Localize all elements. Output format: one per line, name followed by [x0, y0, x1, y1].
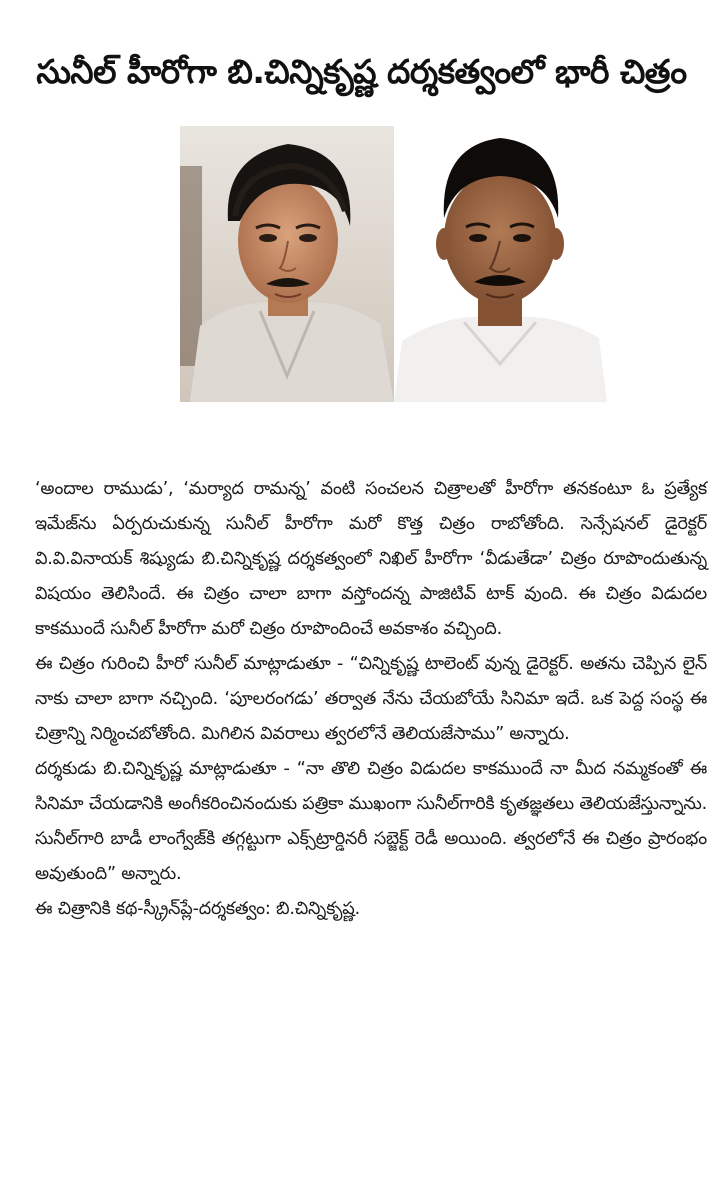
- director-photo: [394, 126, 607, 402]
- actor-photo: [180, 126, 394, 402]
- article-paragraph: ‘అందాల రాముడు’, ‘మర్యాద రామన్న’ వంటి సంచలన చిత్రాలతో హీరోగా తనకంటూ ఓ ప్రత్యేక ఇమేజ్‌ను ఏర్పరుచుకున్న సునీల్ హీరోగా మరో కొత్త చిత్రం రాబోతోంది. సెన్సేషనల్ డైరెక్టర్ వి.వి.వినాయక్ శిష్యుడు బి.చిన్నికృష్ణ దర్శకత్వంలో నిఖిల్ హీరోగా ‘వీడుతేడా’ చిత్రం రూపొందుతున్న విషయం తెలిసిందే. ఈ చిత్రం చాలా బాగా వస్తోందన్న పాజిటివ్ టాక్ వుంది. ఈ చిత్రం విడుదల కాకముందే సునీల్ హీరోగా మరో చిత్రం రూపొందించే అవకాశం వచ్చింది.: [35, 479, 707, 639]
- article-paragraph: ఈ చిత్రం గురించి హీరో సునీల్ మాట్లాడుతూ - “చిన్నికృష్ణ టాలెంట్ వున్న డైరెక్టర్. అతను చెప్పిన లైన్ నాకు చాలా బాగా నచ్చింది. ‘పూలరంగడు’ తర్వాత నేను చేయబోయే సినిమా ఇదే. ఒక పెద్ద సంస్థ ఈ చిత్రాన్ని నిర్మించబోతోంది. మిగిలిన వివరాలు త్వరలోనే తెలియజేసాము” అన్నారు.: [35, 654, 707, 744]
- article-paragraph: ఈ చిత్రానికి కథ-స్క్రీన్‌ప్లే-దర్శకత్వం: బి.చిన్నికృష్ణ.: [35, 899, 360, 919]
- article-headline: సునీల్ హీరోగా బి.చిన్నికృష్ణ దర్శకత్వంలో భారీ చిత్రం: [36, 52, 687, 92]
- photo-pair: [180, 126, 607, 402]
- article-body: [35, 472, 707, 927]
- director-portrait-illustration: [394, 126, 607, 402]
- article-paragraph: దర్శకుడు బి.చిన్నికృష్ణ మాట్లాడుతూ - “నా తొలి చిత్రం విడుదల కాకముందే నా మీద నమ్మకంతో ఈ సినిమా చేయడానికి అంగీకరించినందుకు పత్రికా ముఖంగా సునీల్‌గారికి కృతజ్ఞతలు తెలియజేస్తున్నాను. సునీల్‌గారి బాడీ లాంగ్వేజ్‌కి తగ్గట్టుగా ఎక్స్‌ట్రార్డినరీ సబ్జెక్ట్ రెడీ అయింది. త్వరలోనే ఈ చిత్రం ప్రారంభం అవుతుంది” అన్నారు.: [35, 759, 707, 884]
- actor-portrait-illustration: [180, 126, 394, 402]
